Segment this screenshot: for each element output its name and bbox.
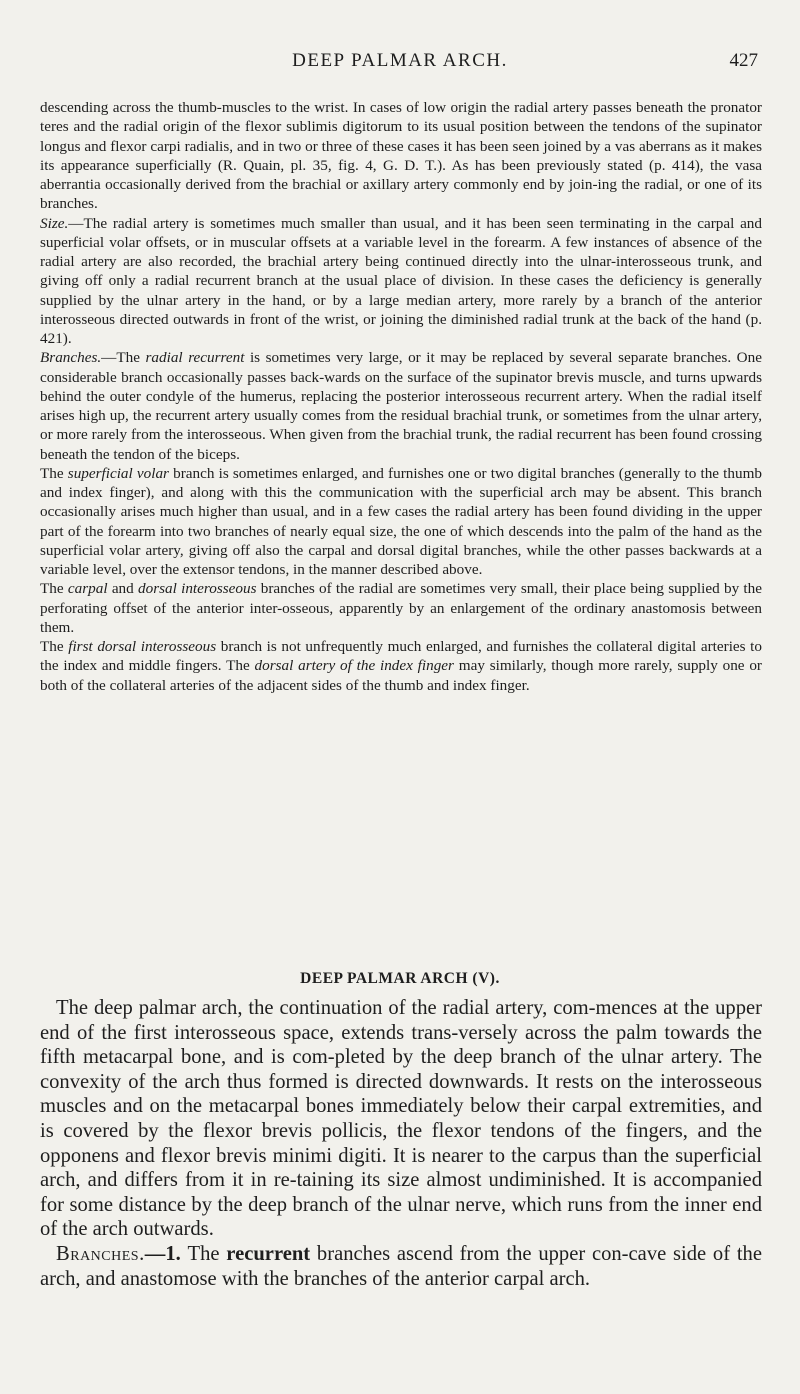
paragraph-text: The [40, 638, 69, 655]
paragraph-text: branches ascend from the upper con-cave side of the arch, and anastomose with the branches of the anterior carpal arch. [40, 1242, 762, 1290]
paragraph-text: branch is not unfrequently much enlarged, and furnishes the collateral digital arteries to the index and middle fingers. The [40, 638, 762, 675]
paragraph-text: The deep palmar arch, the continuation of the radial artery, com-mences at the upper end of the first interosseous space, extends trans-versely across the palm towards the fifth metacarpal bone, and is com-pleted by the deep branch of the ulnar artery. The convexity of the arch thus formed is directed downwards. It rests on the interosseous muscles and on the metacarpal bones immediately below their carpal extremities, and is covered by the flexor brevis pollicis, the flexor tendons of the fingers, and the opponens and flexor brevis minimi digiti. It is nearer to the carpus than the superficial arch, and differs from it in re-taining its size almost undiminished. It is accompanied for some distance by the deep branch of the ulnar nerve, which runs from the inner end of the arch outwards. [40, 997, 762, 1241]
paragraph-text: branch is sometimes enlarged, and furnishes one or two digital branches (generally to the thumb and index finger), and along with this the communication with the superficial arch may be absent. This branch occasionally arises much higher than usual, and in a few cases the radial artery has been found dividing in the upper part of the forearm into two branches of nearly equal size, the one of which descends into the palm of the hand as the superficial volar artery, giving off also the carpal and dorsal digital branches, while the other passes backwards at a variable level, over the extensor tendons, in the manner described above. [40, 464, 763, 578]
paragraph-origin [40, 98, 762, 214]
paragraph-branches [40, 348, 762, 464]
paragraph-text: descending across the thumb-muscles to the wrist. In cases of low origin the radial artery passes beneath the pronator teres and the radial origin of the flexor sublimis digitorum to its usual position between the tendons of the supinator longus and flexor carpi radialis, and in two or three of these cases it has been seen joined by a vas aberrans as it makes its appearance superficially (R. Quain, pl. 35, fig. 4, G. D. T.). As has been previously stated (p. 414), the vasa aberrantia occasionally derived from the brachial or axillary artery commonly end by join-ing the radial, or one of its branches. [40, 99, 762, 213]
paragraph-text: —The radial artery is sometimes much smaller than usual, and it has been seen terminating in the carpal and superficial volar offsets, or in muscular offsets at a variable level in the forearm. A few instances of absence of the radial artery are also recorded, the brachial artery being continued directly into the ulnar-interosseous trunk, and giving off only a radial recurrent branch at the usual place of division. In these cases the deficiency is generally supplied by the ulnar artery in the hand, or by a large median artery, more rarely by a branch of the anterior interosseous directed outwards in front of the wrist, or joining the diminished radial trunk at the back of the hand (p. 421). [40, 214, 762, 347]
italic-term: carpal [67, 580, 108, 598]
paragraph-text: The [187, 1242, 227, 1265]
paragraph-label: Branches. [40, 349, 102, 367]
page-number: 427 [729, 50, 758, 71]
section-heading: DEEP PALMAR ARCH (V). [300, 970, 500, 987]
paragraph-carpal-dorsal [40, 579, 762, 637]
paragraph-text: The [40, 464, 68, 482]
italic-term: first dorsal interosseous [68, 638, 217, 655]
paragraph-first-dorsal [40, 637, 762, 695]
paragraph-text: and [107, 580, 139, 598]
bold-term: recurrent [226, 1242, 311, 1265]
paragraph-text: is sometimes very large, or it may be replaced by several separate branches. One considerable branch occasionally passes back-wards on the surface of the supinator brevis muscle, and turns upwards behind the outer condyle of the humerus, replacing the posterior interosseous recurrent artery. When the radial itself arises high up, the recurrent artery usually comes from the residual brachial trunk, or sometimes from the ulnar artery, or more rarely from the interosseous. When given from the brachial trunk, the radial recurrent has been found crossing beneath the tendon of the biceps. [40, 349, 762, 463]
paragraph-branches-recurrent [40, 1242, 762, 1291]
paragraph-text: The [40, 580, 68, 598]
list-number: —1. [144, 1242, 188, 1265]
italic-term: dorsal interosseous [138, 580, 257, 598]
page-header [0, 50, 800, 80]
paragraph-superficial-volar [40, 464, 762, 580]
main-text [40, 996, 762, 1291]
small-print-notes [40, 98, 762, 695]
paragraph-text: may similarly, though more rarely, supply one or both of the collateral arteries of the adjacent sides of the thumb and index finger. [40, 657, 762, 694]
italic-term: dorsal artery of the index finger [254, 657, 454, 675]
italic-term: radial recurrent [145, 349, 245, 367]
paragraph-label: Size. [40, 214, 69, 232]
running-head: DEEP PALMAR ARCH. [292, 50, 508, 71]
paragraph-deep-palmar-arch [40, 996, 762, 1242]
paragraph-label: Branches. [56, 1242, 145, 1265]
italic-term: superficial volar [67, 464, 169, 482]
paragraph-text: —The [101, 349, 146, 367]
paragraph-text: branches of the radial are sometimes very small, their place being supplied by the perforating offset of the anterior inter-osseous, apparently by an enlargement of the ordinary anastomosis between them. [40, 580, 762, 636]
paragraph-size [40, 214, 762, 349]
